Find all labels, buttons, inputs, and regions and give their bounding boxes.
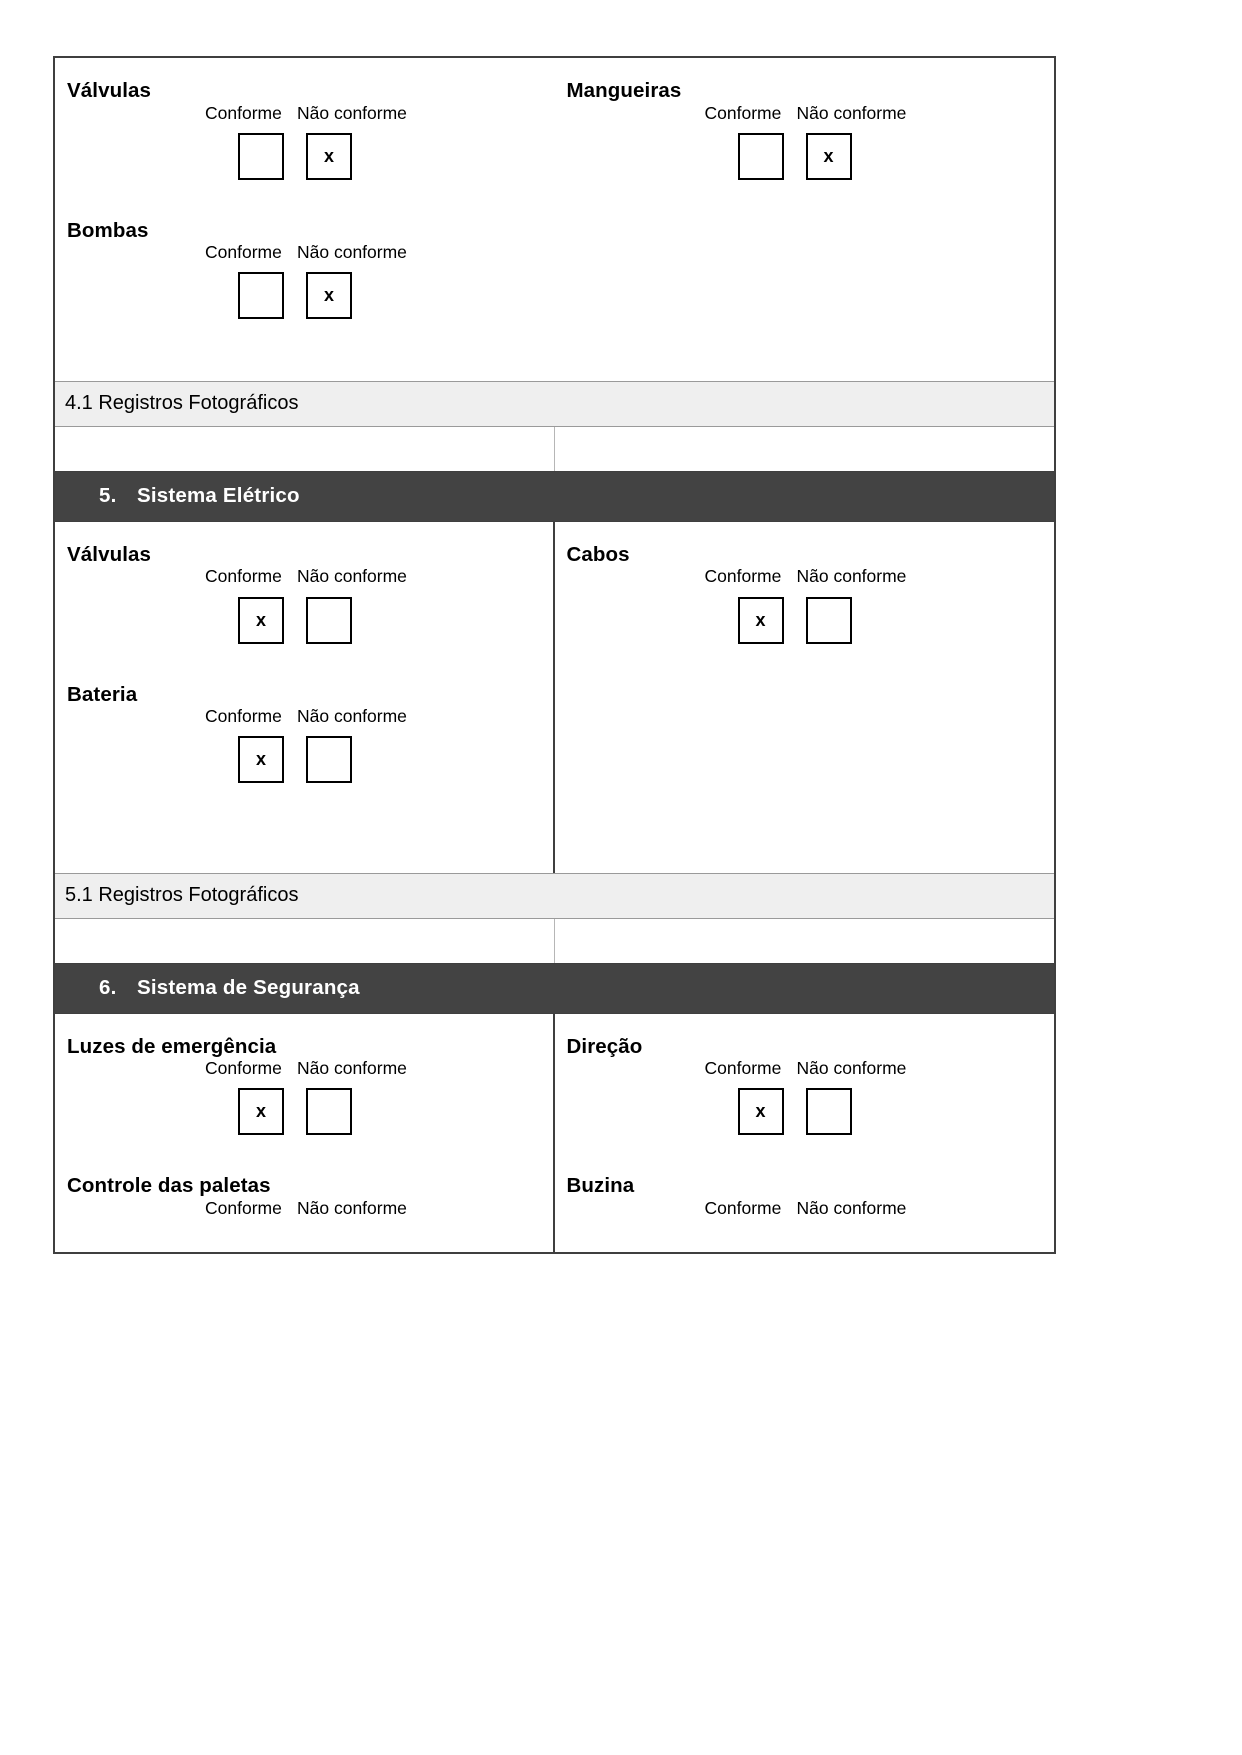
- spacer: [55, 1014, 553, 1036]
- choice-labels: [705, 1198, 1055, 1218]
- item-title: Válvulas: [67, 542, 151, 566]
- photo-records-band-4-1: 4.1 Registros Fotográficos: [55, 381, 1054, 427]
- section-6-body: [55, 1014, 1054, 1252]
- spacer: [55, 783, 553, 873]
- checklist-cell-direcao: [555, 1036, 1055, 1136]
- spacer: [55, 58, 1054, 80]
- spacer: [55, 180, 1054, 220]
- label-conforme: Conforme: [205, 1058, 282, 1079]
- choice-boxes: [205, 133, 555, 180]
- spacer: [55, 644, 553, 684]
- item-title: Buzina: [566, 1174, 635, 1198]
- checkbox-conforme[interactable]: [738, 133, 784, 180]
- photo-cell-left[interactable]: [55, 427, 555, 471]
- checkbox-nao-conforme[interactable]: x: [806, 133, 852, 180]
- choice-labels: [205, 103, 555, 123]
- label-nao-conforme: Não conforme: [297, 242, 407, 263]
- spacer: [55, 319, 1054, 381]
- choice-boxes: [705, 133, 1055, 180]
- checklist-cell-valvulas: [55, 544, 553, 644]
- checkbox-conforme[interactable]: [238, 133, 284, 180]
- section-6-column-right: [555, 1014, 1055, 1252]
- section-5-column-left: [55, 522, 555, 873]
- choice-boxes: [205, 1088, 553, 1135]
- choice-group: [555, 103, 1055, 180]
- label-nao-conforme: Não conforme: [297, 1058, 407, 1079]
- choice-group: [55, 242, 555, 319]
- label-conforme: Conforme: [205, 566, 282, 587]
- choice-labels: [205, 1198, 553, 1218]
- label-nao-conforme: Não conforme: [796, 1058, 907, 1079]
- checklist-cell-controle-das-paletas: [55, 1175, 553, 1218]
- checklist-row: [55, 80, 1054, 180]
- checkbox-nao-conforme[interactable]: x: [306, 272, 352, 319]
- checkbox-nao-conforme[interactable]: x: [306, 133, 352, 180]
- section-title: Sistema de Segurança: [137, 976, 360, 1000]
- section-6-column-left: [55, 1014, 555, 1252]
- label-conforme: Conforme: [704, 1198, 782, 1219]
- choice-group: [555, 1198, 1055, 1218]
- choice-boxes: [705, 597, 1055, 644]
- choice-labels: [705, 1058, 1055, 1078]
- item-title: Bateria: [67, 682, 138, 706]
- choice-group: [55, 1058, 553, 1135]
- checklist-cell-luzes-de-emergencia: [55, 1036, 553, 1136]
- photo-cell-right[interactable]: [555, 919, 1055, 963]
- photo-records-row-5-1: [55, 919, 1054, 963]
- label-conforme: Conforme: [704, 102, 782, 123]
- label-conforme: Conforme: [704, 1058, 782, 1079]
- checkbox-nao-conforme[interactable]: [306, 597, 352, 644]
- label-nao-conforme: Não conforme: [796, 566, 907, 587]
- choice-group: [55, 103, 555, 180]
- photo-records-band-5-1: 5.1 Registros Fotográficos: [55, 873, 1054, 919]
- photo-cell-right[interactable]: [555, 427, 1055, 471]
- checkbox-conforme[interactable]: x: [238, 597, 284, 644]
- label-nao-conforme: Não conforme: [796, 1198, 907, 1219]
- spacer: [555, 1135, 1055, 1175]
- label-nao-conforme: Não conforme: [297, 1198, 407, 1219]
- checkbox-conforme[interactable]: [238, 272, 284, 319]
- choice-group: [555, 1058, 1055, 1135]
- choice-boxes: [205, 736, 553, 783]
- checkbox-nao-conforme[interactable]: [306, 1088, 352, 1135]
- item-title: Direção: [566, 1034, 643, 1058]
- choice-labels: [205, 706, 553, 726]
- checkbox-nao-conforme[interactable]: [806, 1088, 852, 1135]
- checkbox-nao-conforme[interactable]: [306, 736, 352, 783]
- item-title: Cabos: [566, 542, 630, 566]
- label-conforme: Conforme: [205, 242, 282, 263]
- label-nao-conforme: Não conforme: [796, 102, 907, 123]
- section-4-continued-body: [55, 58, 1054, 381]
- inspection-checklist-table: [53, 56, 1056, 1254]
- choice-group: [555, 566, 1055, 643]
- choice-labels: [205, 242, 555, 262]
- checklist-cell-empty: [555, 220, 1055, 320]
- section-header-6: [55, 963, 1054, 1014]
- checklist-row: [55, 220, 1054, 320]
- choice-boxes: [205, 272, 555, 319]
- checklist-cell-valvulas: [55, 80, 555, 180]
- item-title: Controle das paletas: [67, 1174, 271, 1198]
- label-conforme: Conforme: [205, 706, 282, 727]
- checkbox-conforme[interactable]: x: [238, 736, 284, 783]
- section-5-column-right: [555, 522, 1055, 873]
- checkbox-conforme[interactable]: x: [238, 1088, 284, 1135]
- checklist-cell-bateria: [55, 684, 553, 784]
- checklist-cell-bombas: [55, 220, 555, 320]
- label-conforme: Conforme: [205, 102, 282, 123]
- choice-group: [55, 1198, 553, 1218]
- item-title: Mangueiras: [566, 79, 682, 102]
- spacer: [555, 522, 1055, 544]
- spacer: [55, 1218, 553, 1252]
- label-conforme: Conforme: [205, 1198, 282, 1219]
- choice-labels: [205, 566, 553, 586]
- photo-cell-left[interactable]: [55, 919, 555, 963]
- photo-records-row-4-1: [55, 427, 1054, 471]
- spacer: [55, 522, 553, 544]
- checkbox-conforme[interactable]: x: [738, 1088, 784, 1135]
- choice-boxes: [705, 1088, 1055, 1135]
- section-number: 5.: [99, 484, 117, 508]
- choice-group: [55, 706, 553, 783]
- checklist-cell-cabos: [555, 544, 1055, 644]
- choice-boxes: [205, 597, 553, 644]
- spacer: [555, 1014, 1055, 1036]
- choice-group: [55, 566, 553, 643]
- label-conforme: Conforme: [704, 566, 782, 587]
- item-title: Bombas: [67, 218, 149, 242]
- spacer: [55, 1135, 553, 1175]
- label-nao-conforme: Não conforme: [297, 706, 407, 727]
- section-number: 6.: [99, 976, 117, 1000]
- choice-labels: [205, 1058, 553, 1078]
- section-header-5: [55, 471, 1054, 522]
- section-5-body: [55, 522, 1054, 873]
- item-title: Luzes de emergência: [67, 1034, 277, 1058]
- label-nao-conforme: Não conforme: [297, 566, 407, 587]
- checkbox-nao-conforme[interactable]: [806, 597, 852, 644]
- choice-labels: [705, 103, 1055, 123]
- checklist-cell-mangueiras: [555, 80, 1055, 180]
- label-nao-conforme: Não conforme: [297, 102, 407, 123]
- section-title: Sistema Elétrico: [137, 484, 300, 508]
- choice-labels: [705, 566, 1055, 586]
- checklist-cell-buzina: [555, 1175, 1055, 1218]
- checkbox-conforme[interactable]: x: [738, 597, 784, 644]
- item-title: Válvulas: [67, 79, 151, 102]
